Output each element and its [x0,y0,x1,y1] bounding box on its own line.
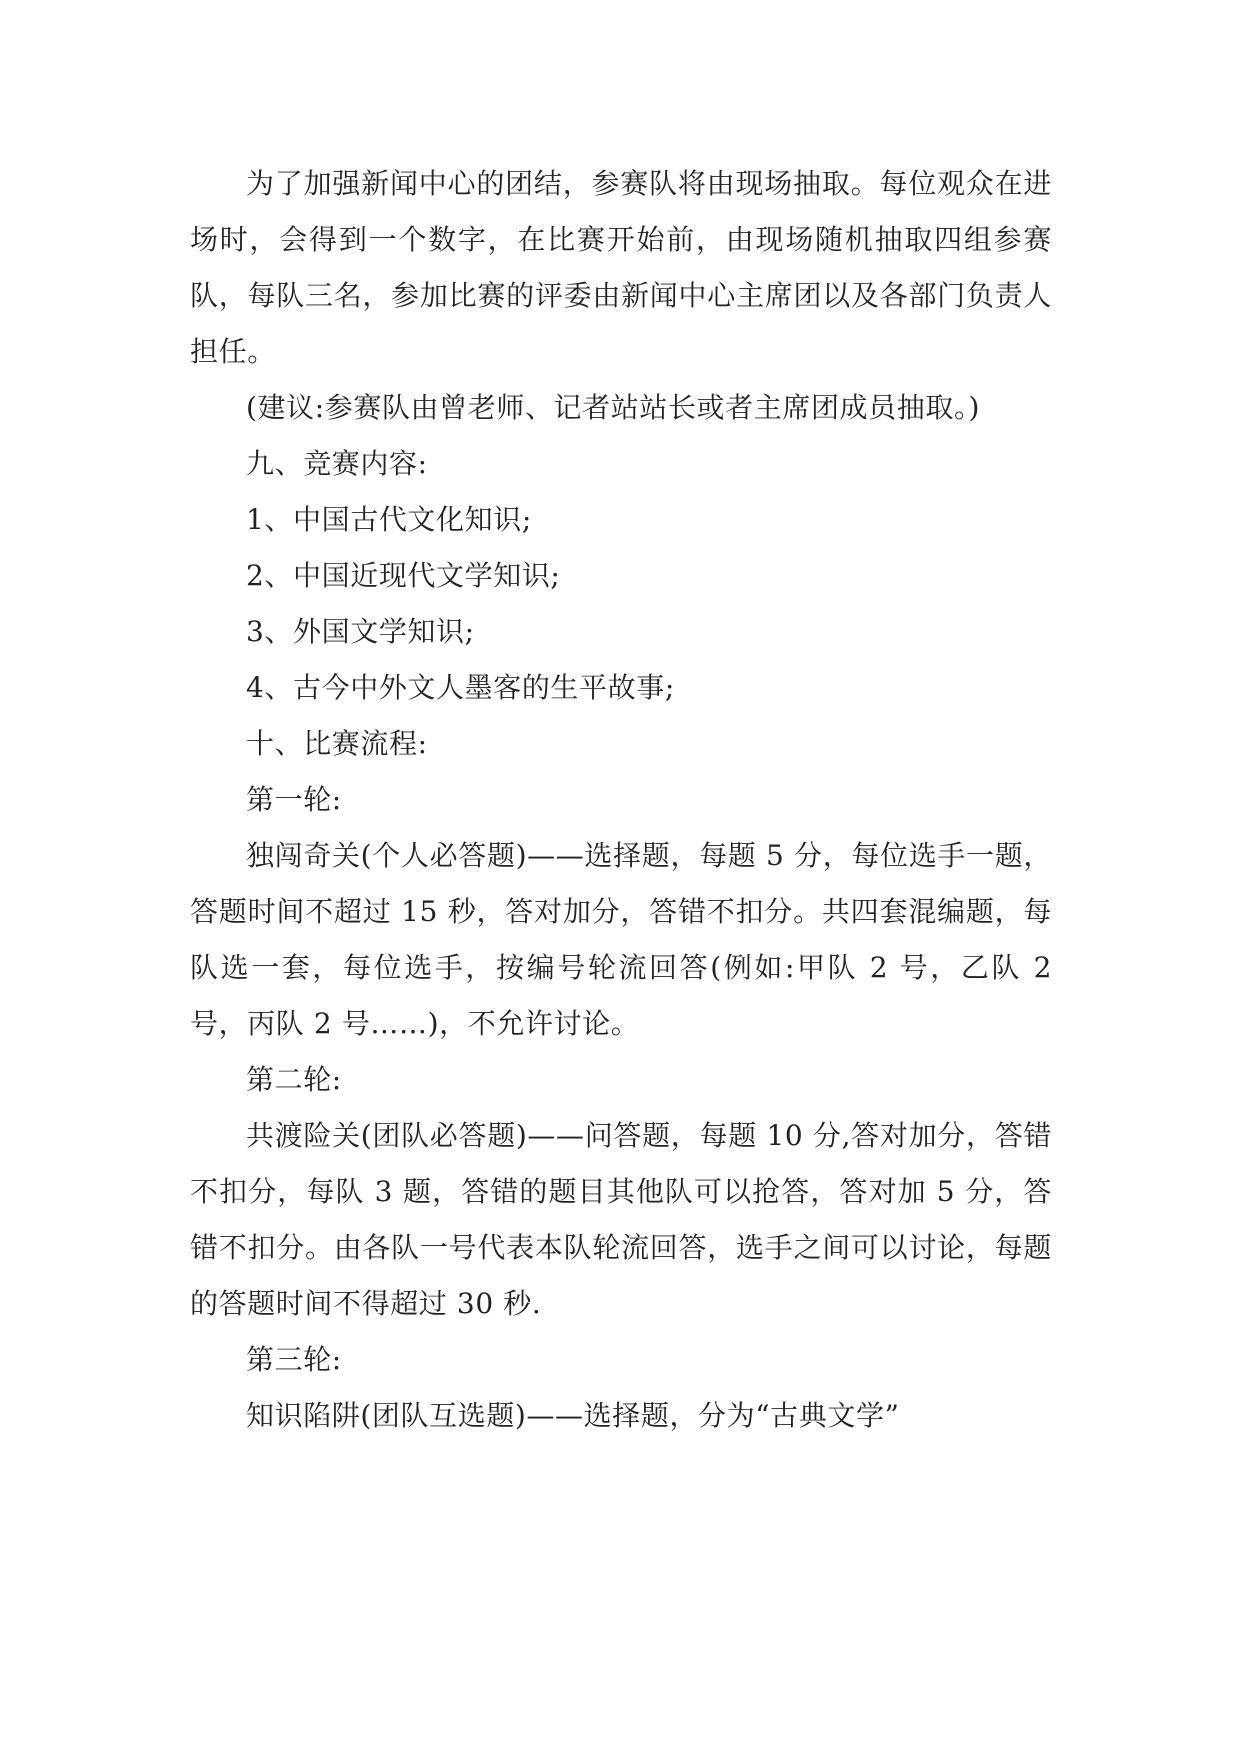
list-item-content-1: 1、中国古代文化知识; [246,503,532,536]
paragraph-team-selection: 为了加强新闻中心的团结，参赛队将由现场抽取。每位观众在进场时，会得到一个数字，在比赛开始前，由现场随机抽取四组参赛队，每队三名，参加比赛的评委由新闻中心主席团以及各部门负责人担任。 [190,167,1052,368]
heading-round-2: 第二轮: [246,1063,342,1096]
heading-round-1: 第一轮: [246,783,342,816]
list-item-content-3: 3、外国文学知识; [246,615,475,648]
heading-competition-content: 九、竞赛内容: [246,447,428,480]
document-body [190,156,1052,1444]
list-item-content-2: 2、中国近现代文学知识; [246,559,561,592]
heading-competition-flow: 十、比赛流程: [246,727,428,760]
paragraph-round-2-rules: 共渡险关(团队必答题)——问答题，每题 10 分,答对加分，答错不扣分，每队 3 题，答错的题目其他队可以抢答，答对加 5 分，答错不扣分。由各队一号代表本队轮流回答，选手之间可以讨论，每题的答题时间不得超过 30 秒. [190,1119,1052,1320]
heading-round-3: 第三轮: [246,1343,342,1376]
paragraph-round-1-rules: 独闯奇关(个人必答题)——选择题，每题 5 分，每位选手一题，答题时间不超过 15 秒，答对加分，答错不扣分。共四套混编题，每队选一套，每位选手，按编号轮流回答(例如:甲队 2 号，乙队 2 号，丙队 2 号……)，不允许讨论。 [190,839,1052,1040]
paragraph-suggestion: (建议:参赛队由曾老师、记者站站长或者主席团成员抽取。) [246,391,981,424]
paragraph-round-3-rules: 知识陷阱(团队互选题)——选择题，分为“古典文学” [246,1399,900,1432]
list-item-content-4: 4、古今中外文人墨客的生平故事; [246,671,675,704]
